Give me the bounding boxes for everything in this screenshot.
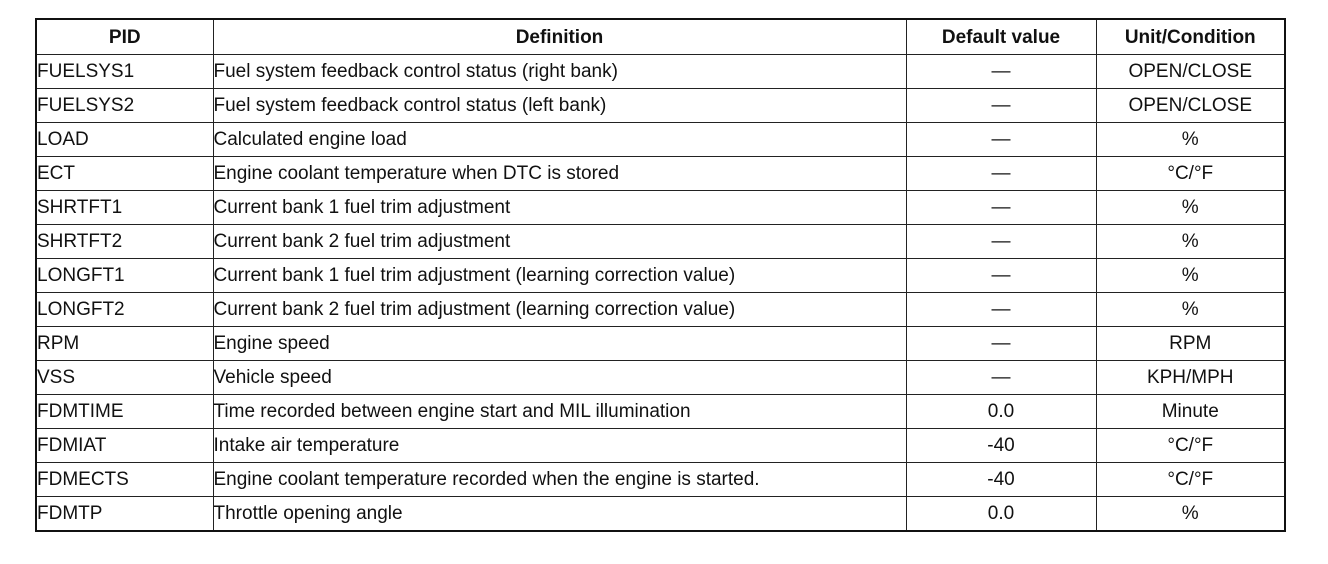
table-row: [36, 429, 1285, 463]
default-value-cell: 0.0: [906, 395, 1096, 429]
definition-cell: Engine coolant temperature when DTC is stored: [213, 157, 906, 191]
pid-cell: ECT: [36, 157, 213, 191]
table-row: [36, 259, 1285, 293]
header-unit-condition: Unit/Condition: [1096, 19, 1285, 55]
definition-cell: Throttle opening angle: [213, 497, 906, 532]
definition-cell: Vehicle speed: [213, 361, 906, 395]
table-row: [36, 157, 1285, 191]
unit-condition-cell: %: [1096, 225, 1285, 259]
default-value-cell: —: [906, 157, 1096, 191]
pid-cell: LONGFT1: [36, 259, 213, 293]
unit-condition-cell: %: [1096, 259, 1285, 293]
pid-cell: LOAD: [36, 123, 213, 157]
pid-cell: LONGFT2: [36, 293, 213, 327]
table-row: [36, 361, 1285, 395]
definition-cell: Current bank 2 fuel trim adjustment: [213, 225, 906, 259]
default-value-cell: -40: [906, 463, 1096, 497]
pid-cell: SHRTFT2: [36, 225, 213, 259]
pid-table-container: [35, 18, 1286, 532]
default-value-cell: —: [906, 361, 1096, 395]
header-pid: PID: [36, 19, 213, 55]
definition-cell: Intake air temperature: [213, 429, 906, 463]
table-row: [36, 293, 1285, 327]
definition-cell: Current bank 2 fuel trim adjustment (learning correction value): [213, 293, 906, 327]
pid-cell: FDMIAT: [36, 429, 213, 463]
pid-cell: FUELSYS2: [36, 89, 213, 123]
unit-condition-cell: OPEN/CLOSE: [1096, 55, 1285, 89]
unit-condition-cell: RPM: [1096, 327, 1285, 361]
pid-definition-table: [35, 18, 1286, 532]
unit-condition-cell: °C/°F: [1096, 157, 1285, 191]
pid-cell: FDMTIME: [36, 395, 213, 429]
unit-condition-cell: °C/°F: [1096, 429, 1285, 463]
unit-condition-cell: Minute: [1096, 395, 1285, 429]
default-value-cell: —: [906, 225, 1096, 259]
pid-cell: SHRTFT1: [36, 191, 213, 225]
table-row: [36, 463, 1285, 497]
definition-cell: Engine speed: [213, 327, 906, 361]
definition-cell: Calculated engine load: [213, 123, 906, 157]
definition-cell: Fuel system feedback control status (left bank): [213, 89, 906, 123]
definition-cell: Fuel system feedback control status (right bank): [213, 55, 906, 89]
default-value-cell: —: [906, 293, 1096, 327]
table-row: [36, 123, 1285, 157]
pid-cell: FDMECTS: [36, 463, 213, 497]
table-header-row: [36, 19, 1285, 55]
header-definition: Definition: [213, 19, 906, 55]
default-value-cell: —: [906, 123, 1096, 157]
pid-cell: FUELSYS1: [36, 55, 213, 89]
table-row: [36, 89, 1285, 123]
default-value-cell: —: [906, 327, 1096, 361]
unit-condition-cell: °C/°F: [1096, 463, 1285, 497]
default-value-cell: —: [906, 89, 1096, 123]
unit-condition-cell: %: [1096, 191, 1285, 225]
definition-cell: Current bank 1 fuel trim adjustment: [213, 191, 906, 225]
table-body: [36, 55, 1285, 532]
default-value-cell: —: [906, 191, 1096, 225]
definition-cell: Current bank 1 fuel trim adjustment (learning correction value): [213, 259, 906, 293]
table-row: [36, 191, 1285, 225]
default-value-cell: -40: [906, 429, 1096, 463]
definition-cell: Engine coolant temperature recorded when the engine is started.: [213, 463, 906, 497]
header-default-value: Default value: [906, 19, 1096, 55]
default-value-cell: —: [906, 259, 1096, 293]
definition-cell: Time recorded between engine start and MIL illumination: [213, 395, 906, 429]
unit-condition-cell: %: [1096, 123, 1285, 157]
unit-condition-cell: %: [1096, 497, 1285, 532]
default-value-cell: 0.0: [906, 497, 1096, 532]
table-row: [36, 327, 1285, 361]
unit-condition-cell: OPEN/CLOSE: [1096, 89, 1285, 123]
pid-cell: VSS: [36, 361, 213, 395]
table-row: [36, 225, 1285, 259]
table-row: [36, 395, 1285, 429]
default-value-cell: —: [906, 55, 1096, 89]
table-row: [36, 55, 1285, 89]
unit-condition-cell: %: [1096, 293, 1285, 327]
table-row: [36, 497, 1285, 532]
pid-cell: FDMTP: [36, 497, 213, 532]
unit-condition-cell: KPH/MPH: [1096, 361, 1285, 395]
pid-cell: RPM: [36, 327, 213, 361]
